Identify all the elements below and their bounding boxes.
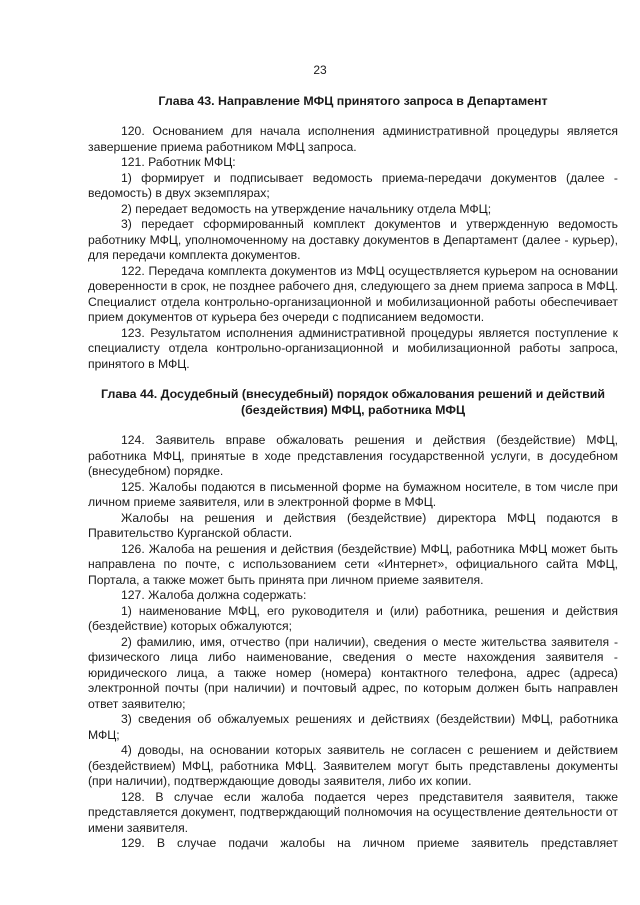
paragraph-125-note: Жалобы на решения и действия (бездействие) директора МФЦ подаются в Правительство Курганской области. bbox=[88, 510, 618, 540]
paragraph-125: 125. Жалобы подаются в письменной форме на бумажном носителе, в том числе при личном приеме заявителя, или в электронной форме в МФЦ. bbox=[88, 479, 618, 509]
paragraph-127-item-2: 2) фамилию, имя, отчество (при наличии), сведения о месте жительства заявителя - физического лица либо наименование, сведения о месте нахождения заявителя - юридического лица, а также номер (номера) контактного телефона, адрес (адреса) электронной почты (при наличии) и почтовый адрес, по которым должен быть направлен ответ заявителю; bbox=[88, 634, 618, 711]
page-number: 23 bbox=[313, 63, 327, 77]
paragraph-121-item-3: 3) передает сформированный комплект документов и утвержденную ведомость работнику МФЦ, уполномоченному на доставку документов в Департамент (далее - курьер), для передачи комплекта документов. bbox=[88, 217, 618, 262]
paragraph-127-item-3: 3) сведения об обжалуемых решениях и действиях (бездействии) МФЦ, работника МФЦ; bbox=[88, 712, 618, 742]
paragraph-127-item-4: 4) доводы, на основании которых заявитель не согласен с решением и действием (бездействием) МФЦ, работника МФЦ. Заявителем могут быть представлены документы (при наличии), подтверждающие доводы заявителя, либо их копии. bbox=[88, 743, 618, 788]
paragraph-127: 127. Жалоба должна содержать: bbox=[121, 588, 307, 602]
paragraph-128: 128. В случае если жалоба подается через представителя заявителя, также представляется документ, подтверждающий полномочия на осуществление деятельности от имени заявителя. bbox=[88, 789, 618, 835]
paragraph-123: 123. Результатом исполнения административной процедуры является поступление к специалисту отдела контрольно-организационной и мобилизационной работы запроса, принятого в МФЦ. bbox=[88, 325, 618, 371]
paragraph-124: 124. Заявитель вправе обжаловать решения и действия (бездействие) МФЦ, работника МФЦ, принятые в ходе представления государственной услуги, в досудебном (внесудебном) порядке. bbox=[88, 433, 618, 478]
paragraph-127-item-1: 1) наименование МФЦ, его руководителя и (или) работника, решения и действия (бездействие) которых обжалуются; bbox=[88, 603, 618, 633]
chapter-43-section bbox=[88, 124, 618, 372]
chapter-44-heading: Глава 44. Досудебный (внесудебный) порядок обжалования решений и действий (бездействия) МФЦ, работника МФЦ bbox=[101, 387, 605, 417]
paragraph-121: 121. Работник МФЦ: bbox=[121, 155, 236, 169]
chapter-43-heading: Глава 43. Направление МФЦ принятого запроса в Департамент bbox=[158, 94, 548, 108]
document-body bbox=[88, 93, 618, 852]
paragraph-126: 126. Жалоба на решения и действия (бездействие) МФЦ, работника МФЦ может быть направлена по почте, с использованием сети «Интернет», официального сайта МФЦ, Портала, а также может быть принята при личном приеме заявителя. bbox=[88, 541, 618, 587]
paragraph-121-item-1: 1) формирует и подписывает ведомость приема-передачи документов (далее - ведомость) в двух экземплярах; bbox=[88, 170, 618, 200]
paragraph-121-item-2: 2) передает ведомость на утверждение начальнику отдела МФЦ; bbox=[121, 201, 492, 216]
chapter-44-section bbox=[88, 433, 618, 852]
paragraph-129: 129. В случае подачи жалобы на личном приеме заявитель представляет bbox=[121, 836, 618, 850]
paragraph-122: 122. Передача комплекта документов из МФЦ осуществляется курьером на основании доверенности в срок, не позднее рабочего дня, следующего за днем приема запроса в МФЦ. Специалист отдела контрольно-организационной и мобилизационной работы обеспечивает прием документов от курьера без очереди с подписанием ведомости. bbox=[88, 263, 618, 324]
paragraph-120: 120. Основанием для начала исполнения административной процедуры является завершение приема работником МФЦ запроса. bbox=[88, 124, 618, 154]
